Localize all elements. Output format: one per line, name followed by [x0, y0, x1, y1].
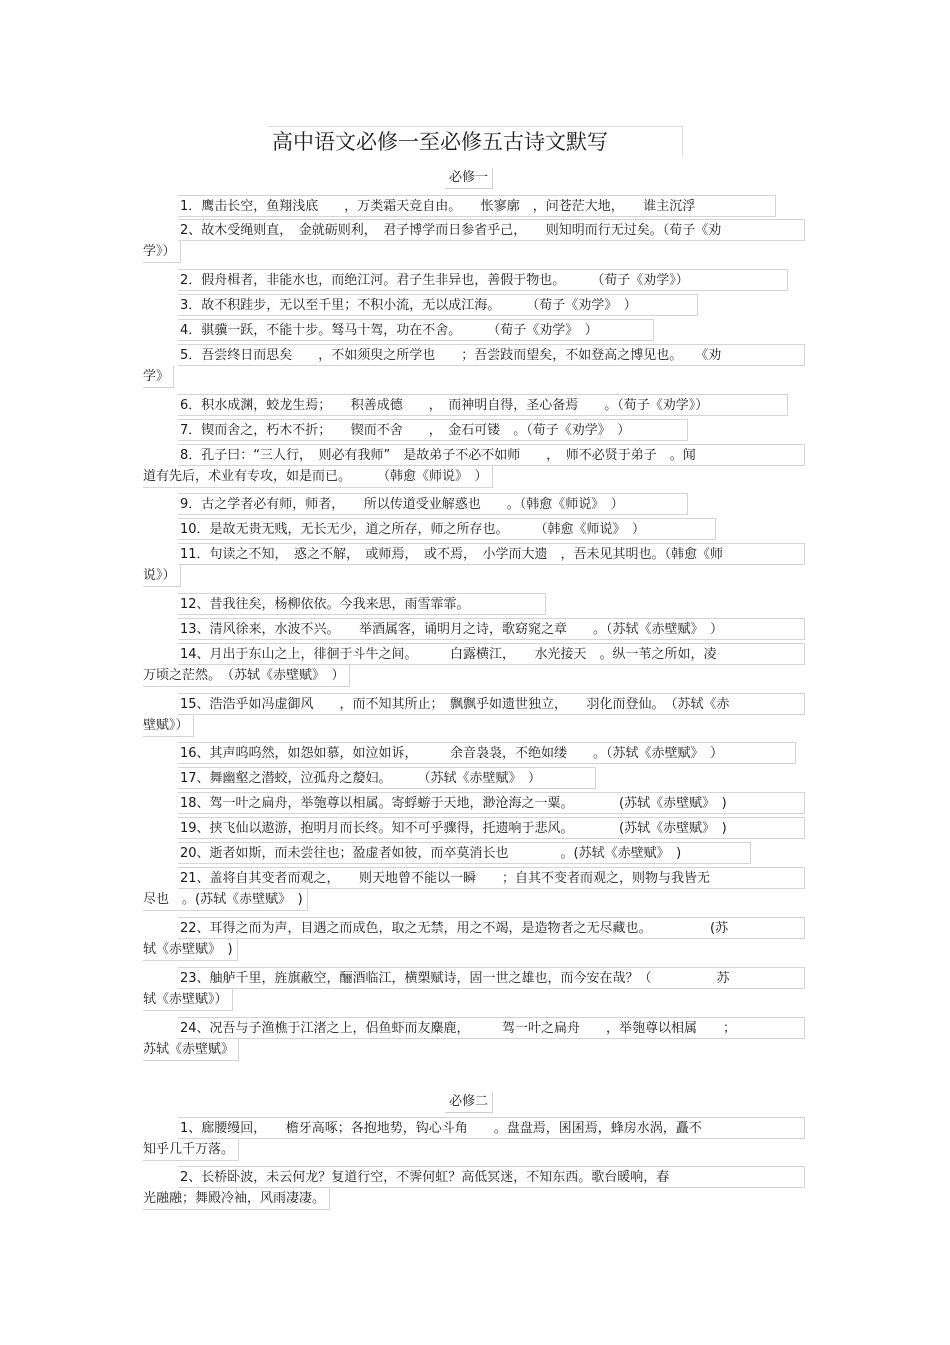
list-item: 23、舳舻千里，旌旗蔽空，酾酒临江，横槊赋诗，固一世之雄也，而今安在哉？（ 苏 轼《赤壁赋》） — [178, 967, 805, 1019]
list-item: 17、舞幽壑之潜蛟，泣孤舟之嫠妇。 （苏轼《赤壁赋》 ） — [178, 767, 596, 789]
list-item: 15、浩浩乎如冯虚御风 ，而不知其所止； 飘飘乎如遗世独立， 羽化而登仙。 （苏轼《赤 壁赋》） — [178, 693, 805, 745]
list-item: 6．积水成渊，蛟龙生焉； 积善成德 ， 而神明自得，圣心备焉 。（荀子《劝学》） — [178, 394, 788, 416]
list-item: 24、况吾与子渔樵于江渚之上，侣鱼虾而友麋鹿， 驾一叶之扁舟 ，举匏尊以相属 ； 苏轼《赤壁赋》 — [178, 1017, 805, 1069]
list-item: 3．故不积跬步，无以至千里；不积小流，无以成江海。 （荀子《劝学》 ） — [178, 294, 698, 316]
list-item: 2、故木受绳则直， 金就砺则利， 君子博学而日参省乎己， 则知明而行无过矣。（荀子《劝 学》） — [178, 219, 805, 271]
list-item: 10．是故无贵无贱，无长无少，道之所存，师之所存也。 （韩愈《师说》 ） — [178, 518, 716, 540]
page-title: 高中语文必修一至必修五古诗文默写 — [268, 126, 683, 157]
list-item: 1、廊腰缦回， 檐牙高啄；各抱地势，钩心斗角 。盘盘焉，囷囷焉，蜂房水涡，矗不 知乎几千万落。 — [178, 1117, 805, 1169]
list-item: 11．句读之不知， 惑之不解， 或师焉， 或不焉， 小学而大遗 ，吾未见其明也。（韩愈《师 说》） — [178, 543, 805, 595]
list-item: 9．古之学者必有师，师者， 所以传道受业解惑也 。（韩愈《师说》 ） — [178, 493, 688, 515]
list-item: 19、挟飞仙以遨游，抱明月而长终。知不可乎骤得，托遗响于悲风。 (苏轼《赤壁赋》 ) — [178, 817, 805, 839]
list-item: 22、耳得之而为声，目遇之而成色，取之无禁，用之不竭，是造物者之无尽藏也。 (苏 轼《赤壁赋》 ) — [178, 917, 805, 969]
list-item: 12、昔我往矣，杨柳依依。今我来思，雨雪霏霏。 — [178, 593, 546, 615]
list-item: 1．鹰击长空，鱼翔浅底 ，万类霜天竞自由。 怅寥廓 ，问苍茫大地， 谁主沉浮 — [178, 195, 776, 217]
list-item: 8．孔子曰：“三人行， 则必有我师” 是故弟子不必不如师 ， 师不必贤于弟子 。闻 道有先后，术业有专攻，如是而已。 （韩愈《师说》 ） — [178, 444, 805, 496]
section-heading-bixiu-2: 必修二 — [445, 1092, 493, 1113]
list-item: 21、盖将自其变者而观之， 则天地曾不能以一瞬 ；自其不变者而观之，则物与我皆无 尽也 。(苏轼《赤壁赋》 ) — [178, 867, 805, 919]
list-item: 20、逝者如斯，而未尝往也；盈虚者如彼，而卒莫消长也 。(苏轼《赤壁赋》 ) — [178, 842, 751, 864]
list-item: 2．假舟楫者，非能水也，而绝江河。君子生非异也，善假于物也。 （荀子《劝学》） — [178, 269, 788, 291]
list-item: 13、清风徐来，水波不兴。 举酒属客，诵明月之诗，歌窈窕之章 。（苏轼《赤壁赋》 ） — [178, 618, 805, 640]
list-item: 4．骐骥一跃，不能十步。驽马十驾，功在不舍。 （荀子《劝学》 ） — [178, 319, 654, 341]
list-item: 18、驾一叶之扁舟，举匏尊以相属。寄蜉蝣于天地，渺沧海之一粟。 (苏轼《赤壁赋》 ) — [178, 792, 805, 814]
list-item: 7．锲而舍之，朽木不折； 锲而不舍 ， 金石可镂 。（荀子《劝学》 ） — [178, 419, 688, 441]
list-item: 14、月出于东山之上，徘徊于斗牛之间。 白露横江， 水光接天 。纵一苇之所如，凌 万顷之茫然。 （苏轼《赤壁赋》 ） — [178, 643, 805, 695]
list-item: 16、其声呜呜然，如怨如慕，如泣如诉， 余音袅袅，不绝如缕 。（苏轼《赤壁赋》 ） — [178, 742, 796, 764]
list-item: 2、长桥卧波，未云何龙？复道行空，不霁何虹？高低冥迷，不知东西。歌台暖响，春 光融融；舞殿冷袖，风雨凄凄。 — [178, 1166, 805, 1218]
list-item: 5．吾尝终日而思矣 ，不如须臾之所学也 ；吾尝跂而望矣，不如登高之博见也。 《劝 学》 — [178, 344, 805, 396]
section-heading-bixiu-1: 必修一 — [445, 168, 493, 189]
